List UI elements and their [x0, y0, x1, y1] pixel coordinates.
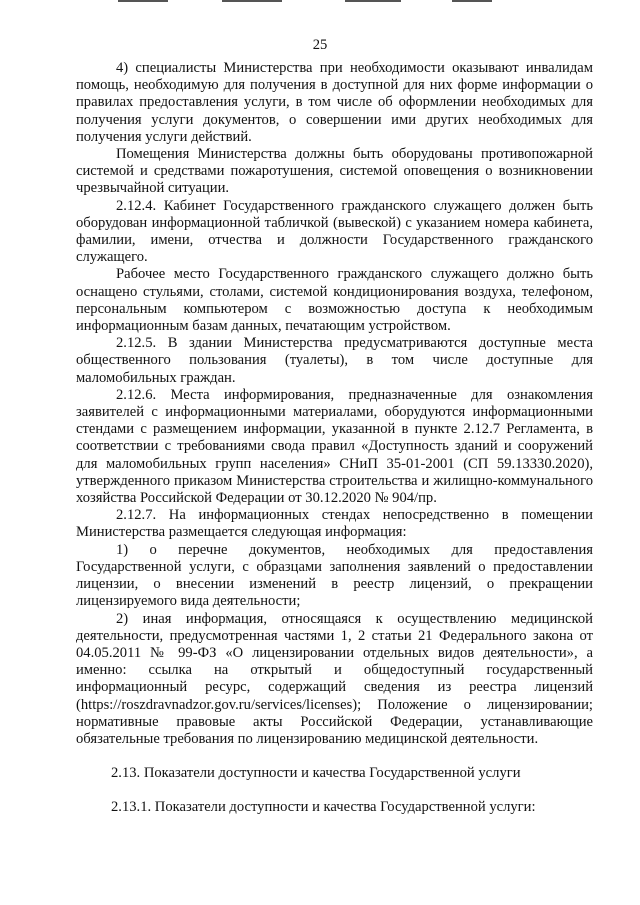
scan-top-edge	[0, 0, 640, 3]
paragraph: 1) о перечне документов, необходимых для предоставления Государственной услуги, с образцами заполнения заявлений о предоставлении лицензии, о внесении изменений в реестр лицензий, о прекращении лицензируемого вида деятельности;	[76, 541, 593, 610]
paragraph: 2.12.5. В здании Министерства предусматриваются доступные места общественного пользования (туалеты), в том числе доступные для маломобильных граждан.	[76, 335, 593, 386]
document-body	[76, 60, 593, 817]
page-number: 25	[312, 37, 328, 53]
paragraph: 2) иная информация, относящаяся к осуществлению медицинской деятельности, предусмотренная частями 1, 2 статьи 21 Федерального закона от 04.05.2011 № 99-ФЗ «О лицензировании отдельных видов деятельности», а именно: ссылка на открытый и общедоступный государственный информационный ресурс, содержащий сведения из реестра лицензий (https://roszdravnadzor.gov.ru/services/licenses); Положение о лицензировании; нормативные правовые акты Российской Федерации, устанавливающие обязательные требования по лицензированию медицинской деятельности.	[76, 610, 593, 747]
paragraph: 2.12.4. Кабинет Государственного гражданского служащего должен быть оборудован информационной табличкой (вывеской) с указанием номера кабинета, фамилии, имени, отчества и должности Государственного гражданского служащего.	[76, 197, 593, 266]
subsection-heading: 2.13.1. Показатели доступности и качества Государственной услуги:	[111, 799, 536, 816]
paragraph: 2.12.7. На информационных стендах непосредственно в помещении Министерства размещается следующая информация:	[76, 507, 593, 541]
section-heading: 2.13. Показатели доступности и качества Государственной услуги	[111, 765, 521, 782]
paragraph: Помещения Министерства должны быть оборудованы противопожарной системой и средствами пожаротушения, системой оповещения о возникновении чрезвычайной ситуации.	[76, 146, 593, 197]
paragraph: Рабочее место Государственного гражданского служащего должно быть оснащено стульями, столами, системой кондиционирования воздуха, телефоном, персональным компьютером с возможностью доступа к необходимым информационным базам данных, печатающим устройством.	[76, 266, 593, 335]
paragraph: 2.12.6. Места информирования, предназначенные для ознакомления заявителей с информационными материалами, оборудуются информационными стендами с размещением информации, указанной в пункте 2.12.7 Регламента, в соответствии с требованиями свода правил «Доступность зданий и сооружений для маломобильных групп населения» СНиП 35-01-2001 (СП 59.13330.2020), утвержденного приказом Министерства строительства и жилищно-коммунального хозяйства Российской Федерации от 30.12.2020 № 904/пр.	[76, 386, 593, 507]
paragraph: 4) специалисты Министерства при необходимости оказывают инвалидам помощь, необходимую для получения в доступной для них форме информации о правилах предоставления услуги, в том числе об оформлении необходимых для получения услуги документов, о совершении ими других необходимых для получения услуги действий.	[76, 60, 593, 145]
